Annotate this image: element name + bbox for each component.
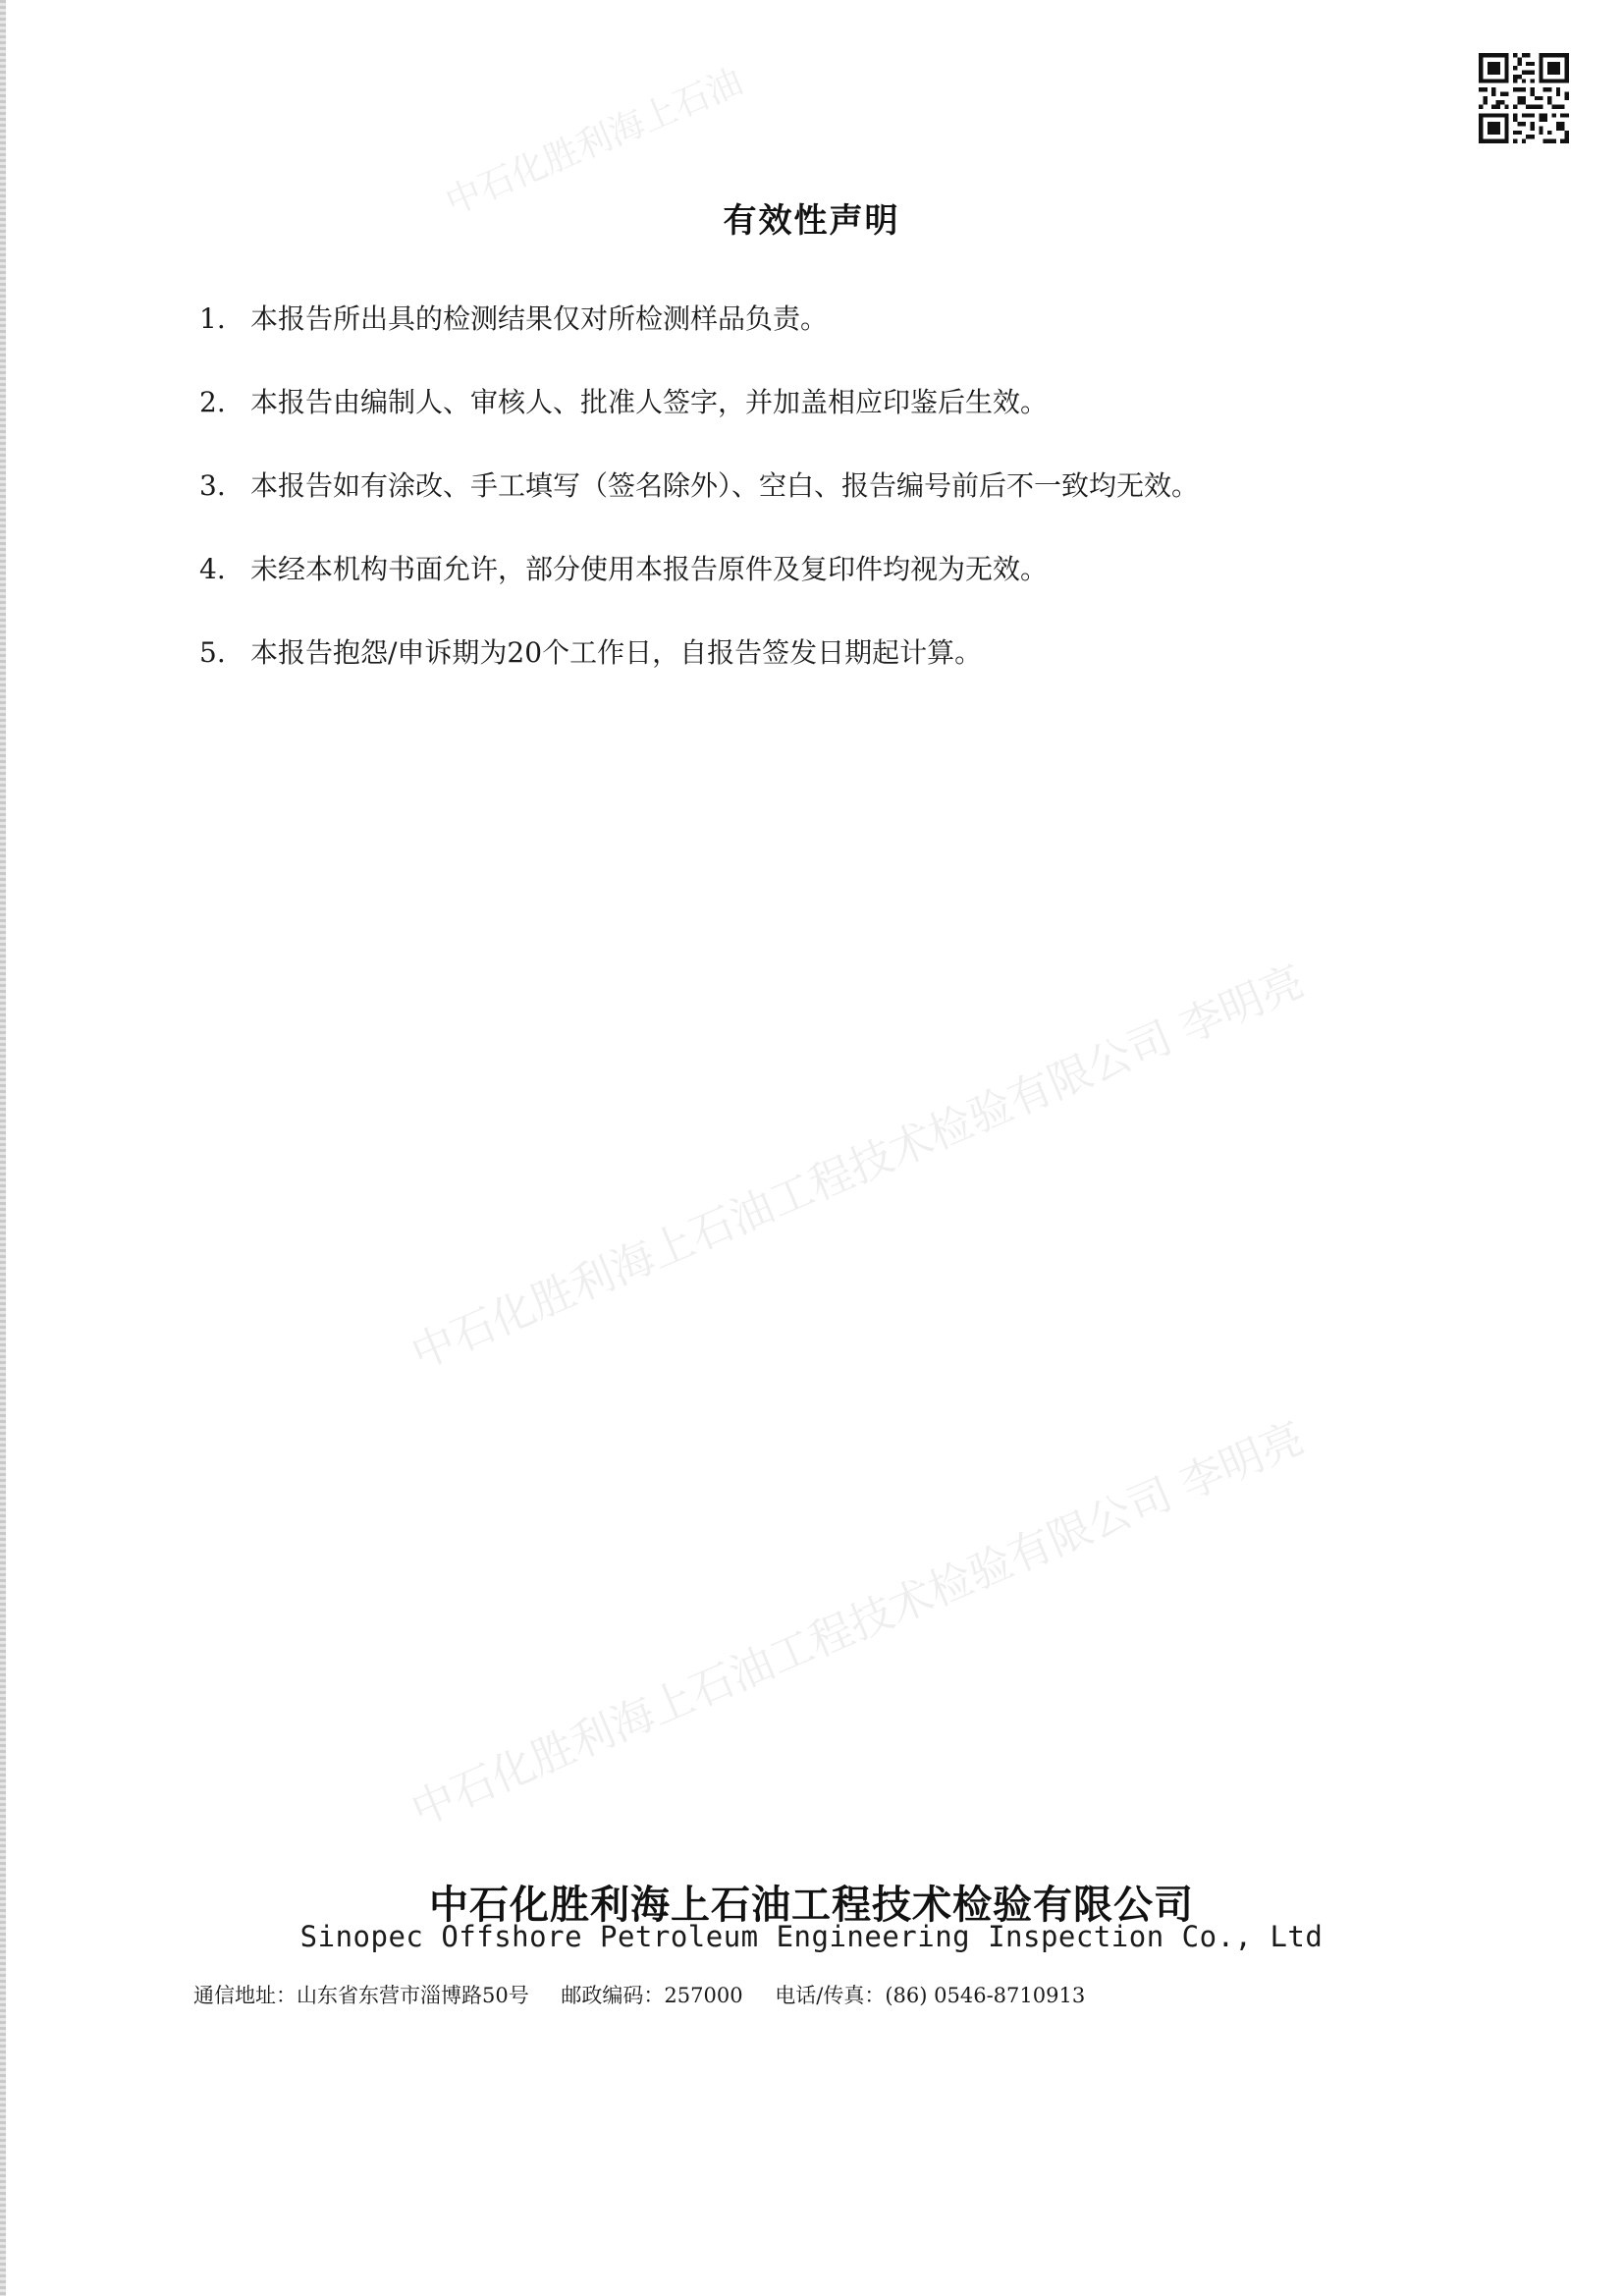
statement-number: 4. <box>199 553 226 585</box>
list-item <box>199 633 1476 717</box>
statement-number: 2. <box>199 386 226 418</box>
company-name-en: Sinopec Offshore Petroleum Engineering Inspection Co., Ltd <box>299 1920 1324 1953</box>
statement-number: 5. <box>199 636 226 669</box>
watermark: 中石化胜利海上石油工程技术检验有限公司 李明亮 <box>404 956 1312 1380</box>
phone-text: 电话/传真：(86) 0546-8710913 <box>775 1984 1086 2007</box>
page-title: 有效性声明 <box>723 201 900 241</box>
list-item <box>199 466 1476 550</box>
postcode-text: 邮政编码：257000 <box>561 1984 743 2007</box>
address-text: 通信地址：山东省东营市淄博路50号 <box>193 1984 529 2007</box>
statement-list <box>199 300 1476 717</box>
statement-text: 本报告所出具的检测结果仅对所检测样品负责。 <box>250 302 829 335</box>
watermark: 中石化胜利海上石油 <box>440 61 749 224</box>
statement-text: 本报告抱怨/申诉期为20个工作日，自报告签发日期起计算。 <box>250 636 983 669</box>
contact-info <box>193 1980 1110 2009</box>
statement-text: 本报告由编制人、审核人、批准人签字，并加盖相应印鉴后生效。 <box>250 386 1049 418</box>
watermark: 中石化胜利海上石油工程技术检验有限公司 李明亮 <box>404 1412 1312 1836</box>
statement-number: 1. <box>199 302 226 335</box>
company-name-cn: 中石化胜利海上石油工程技术检验有限公司 <box>429 1883 1194 1928</box>
statement-number: 3. <box>199 469 226 502</box>
qr-code-icon <box>1479 53 1569 143</box>
list-item <box>199 550 1476 633</box>
list-item <box>199 383 1476 466</box>
statement-text: 未经本机构书面允许，部分使用本报告原件及复印件均视为无效。 <box>250 553 1049 585</box>
statement-text: 本报告如有涂改、手工填写（签名除外）、空白、报告编号前后不一致均无效。 <box>250 469 1200 502</box>
list-item <box>199 300 1476 383</box>
